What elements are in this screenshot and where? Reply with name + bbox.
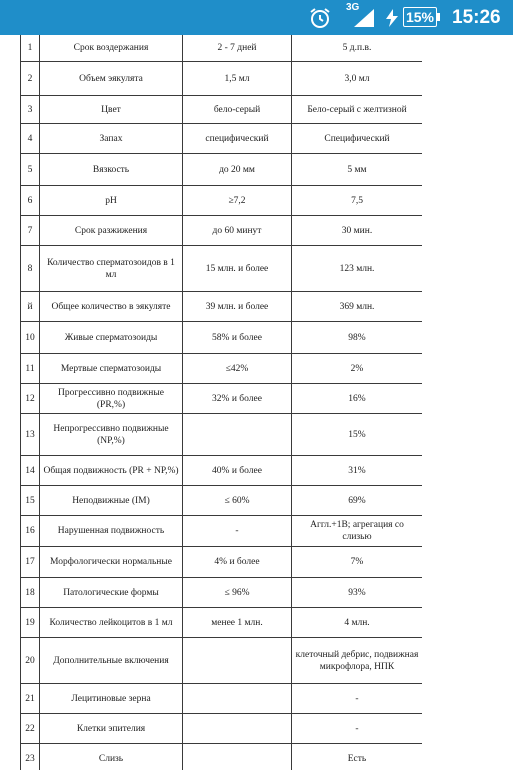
clock: 15:26 bbox=[452, 6, 501, 28]
row-number: 20 bbox=[21, 638, 40, 684]
result-cell: - bbox=[292, 684, 423, 714]
parameter-cell: Прогрессивно подвижные (PR,%) bbox=[40, 384, 183, 414]
row-number: 10 bbox=[21, 322, 40, 354]
table-row bbox=[21, 384, 423, 414]
table-row bbox=[21, 322, 423, 354]
result-cell: 30 мин. bbox=[292, 216, 423, 246]
table-row bbox=[21, 684, 423, 714]
row-number: 16 bbox=[21, 516, 40, 547]
row-number: 22 bbox=[21, 714, 40, 744]
table-row bbox=[21, 486, 423, 516]
table-row bbox=[21, 578, 423, 608]
reference-cell: до 20 мм bbox=[183, 154, 292, 186]
reference-cell: менее 1 млн. bbox=[183, 608, 292, 638]
reference-cell bbox=[183, 684, 292, 714]
result-cell: 15% bbox=[292, 414, 423, 456]
parameter-cell: Лецитиновые зерна bbox=[40, 684, 183, 714]
result-cell: 5 д.п.в. bbox=[292, 35, 423, 62]
result-cell: 93% bbox=[292, 578, 423, 608]
row-number: 11 bbox=[21, 354, 40, 384]
parameter-cell: Объем эякулята bbox=[40, 62, 183, 96]
parameter-cell: Общая подвижность (PR + NP,%) bbox=[40, 456, 183, 486]
table-row bbox=[21, 608, 423, 638]
row-number: й bbox=[21, 292, 40, 322]
row-number: 17 bbox=[21, 547, 40, 578]
reference-cell: специфический bbox=[183, 124, 292, 154]
parameter-cell: Количество сперматозоидов в 1 мл bbox=[40, 246, 183, 292]
row-number: 7 bbox=[21, 216, 40, 246]
reference-cell bbox=[183, 744, 292, 770]
row-number: 4 bbox=[21, 124, 40, 154]
alarm-icon bbox=[308, 0, 332, 35]
charging-icon bbox=[386, 0, 398, 35]
parameter-cell: Вязкость bbox=[40, 154, 183, 186]
reference-cell: 2 - 7 дней bbox=[183, 35, 292, 62]
reference-cell: до 60 минут bbox=[183, 216, 292, 246]
table-row bbox=[21, 547, 423, 578]
row-number: 13 bbox=[21, 414, 40, 456]
table-row bbox=[21, 456, 423, 486]
reference-cell: 1,5 мл bbox=[183, 62, 292, 96]
parameter-cell: Срок воздержания bbox=[40, 35, 183, 62]
row-number: 18 bbox=[21, 578, 40, 608]
reference-cell bbox=[183, 714, 292, 744]
row-number: 23 bbox=[21, 744, 40, 770]
results-table bbox=[20, 35, 422, 770]
parameter-cell: Общее количество в эякуляте bbox=[40, 292, 183, 322]
reference-cell: 4% и более bbox=[183, 547, 292, 578]
parameter-cell: Запах bbox=[40, 124, 183, 154]
result-cell: 369 млн. bbox=[292, 292, 423, 322]
table-row bbox=[21, 246, 423, 292]
reference-cell: - bbox=[183, 516, 292, 547]
reference-cell: 39 млн. и более bbox=[183, 292, 292, 322]
result-cell: 31% bbox=[292, 456, 423, 486]
result-cell: 69% bbox=[292, 486, 423, 516]
reference-cell: 40% и более bbox=[183, 456, 292, 486]
reference-cell: 32% и более bbox=[183, 384, 292, 414]
result-cell: 123 млн. bbox=[292, 246, 423, 292]
table-row bbox=[21, 62, 423, 96]
table-row bbox=[21, 154, 423, 186]
table-row bbox=[21, 714, 423, 744]
row-number: 8 bbox=[21, 246, 40, 292]
reference-cell: ≥7,2 bbox=[183, 186, 292, 216]
result-cell: 7,5 bbox=[292, 186, 423, 216]
table-row bbox=[21, 516, 423, 547]
parameter-cell: Нарушенная подвижность bbox=[40, 516, 183, 547]
parameter-cell: Мертвые сперматозоиды bbox=[40, 354, 183, 384]
result-cell: 16% bbox=[292, 384, 423, 414]
parameter-cell: Слизь bbox=[40, 744, 183, 770]
table-row bbox=[21, 354, 423, 384]
result-cell: Аггл.+1В; агрегация со слизью bbox=[292, 516, 423, 547]
result-cell: Специфический bbox=[292, 124, 423, 154]
reference-cell: бело-серый bbox=[183, 96, 292, 124]
table-row bbox=[21, 638, 423, 684]
signal-icon bbox=[352, 0, 376, 35]
table-row bbox=[21, 35, 423, 62]
table-row bbox=[21, 292, 423, 322]
result-cell: 4 млн. bbox=[292, 608, 423, 638]
row-number: 19 bbox=[21, 608, 40, 638]
row-number: 1 bbox=[21, 35, 40, 62]
parameter-cell: Неподвижные (IM) bbox=[40, 486, 183, 516]
result-cell: 2% bbox=[292, 354, 423, 384]
row-number: 3 bbox=[21, 96, 40, 124]
reference-cell bbox=[183, 638, 292, 684]
result-cell: 5 мм bbox=[292, 154, 423, 186]
table-row bbox=[21, 414, 423, 456]
parameter-cell: pH bbox=[40, 186, 183, 216]
row-number: 2 bbox=[21, 62, 40, 96]
battery-icon bbox=[403, 7, 437, 27]
parameter-cell: Срок разжижения bbox=[40, 216, 183, 246]
table-row bbox=[21, 186, 423, 216]
parameter-cell: Живые сперматозоиды bbox=[40, 322, 183, 354]
reference-cell: ≤ 60% bbox=[183, 486, 292, 516]
result-cell: 98% bbox=[292, 322, 423, 354]
reference-cell: 15 млн. и более bbox=[183, 246, 292, 292]
row-number: 12 bbox=[21, 384, 40, 414]
parameter-cell: Количество лейкоцитов в 1 мл bbox=[40, 608, 183, 638]
parameter-cell: Цвет bbox=[40, 96, 183, 124]
result-cell: 3,0 мл bbox=[292, 62, 423, 96]
row-number: 14 bbox=[21, 456, 40, 486]
result-cell: клеточный дебрис, подвижная микрофлора, НПК bbox=[292, 638, 423, 684]
table-row bbox=[21, 216, 423, 246]
reference-cell: ≤42% bbox=[183, 354, 292, 384]
result-cell: 7% bbox=[292, 547, 423, 578]
results-table-viewport[interactable] bbox=[20, 35, 422, 770]
network-type: 3G bbox=[346, 1, 360, 13]
parameter-cell: Непрогрессивно подвижные (NP,%) bbox=[40, 414, 183, 456]
parameter-cell: Дополнительные включения bbox=[40, 638, 183, 684]
row-number: 6 bbox=[21, 186, 40, 216]
table-row bbox=[21, 96, 423, 124]
result-cell: Есть bbox=[292, 744, 423, 770]
row-number: 21 bbox=[21, 684, 40, 714]
reference-cell: ≤ 96% bbox=[183, 578, 292, 608]
reference-cell: 58% и более bbox=[183, 322, 292, 354]
table-row bbox=[21, 124, 423, 154]
parameter-cell: Патологические формы bbox=[40, 578, 183, 608]
reference-cell bbox=[183, 414, 292, 456]
battery-percent: 15% bbox=[405, 9, 435, 25]
table-row bbox=[21, 744, 423, 770]
parameter-cell: Морфологически нормальные bbox=[40, 547, 183, 578]
parameter-cell: Клетки эпителия bbox=[40, 714, 183, 744]
battery-terminal bbox=[437, 13, 440, 21]
row-number: 5 bbox=[21, 154, 40, 186]
result-cell: - bbox=[292, 714, 423, 744]
result-cell: Бело-серый с желтизной bbox=[292, 96, 423, 124]
row-number: 15 bbox=[21, 486, 40, 516]
status-bar bbox=[0, 0, 513, 35]
